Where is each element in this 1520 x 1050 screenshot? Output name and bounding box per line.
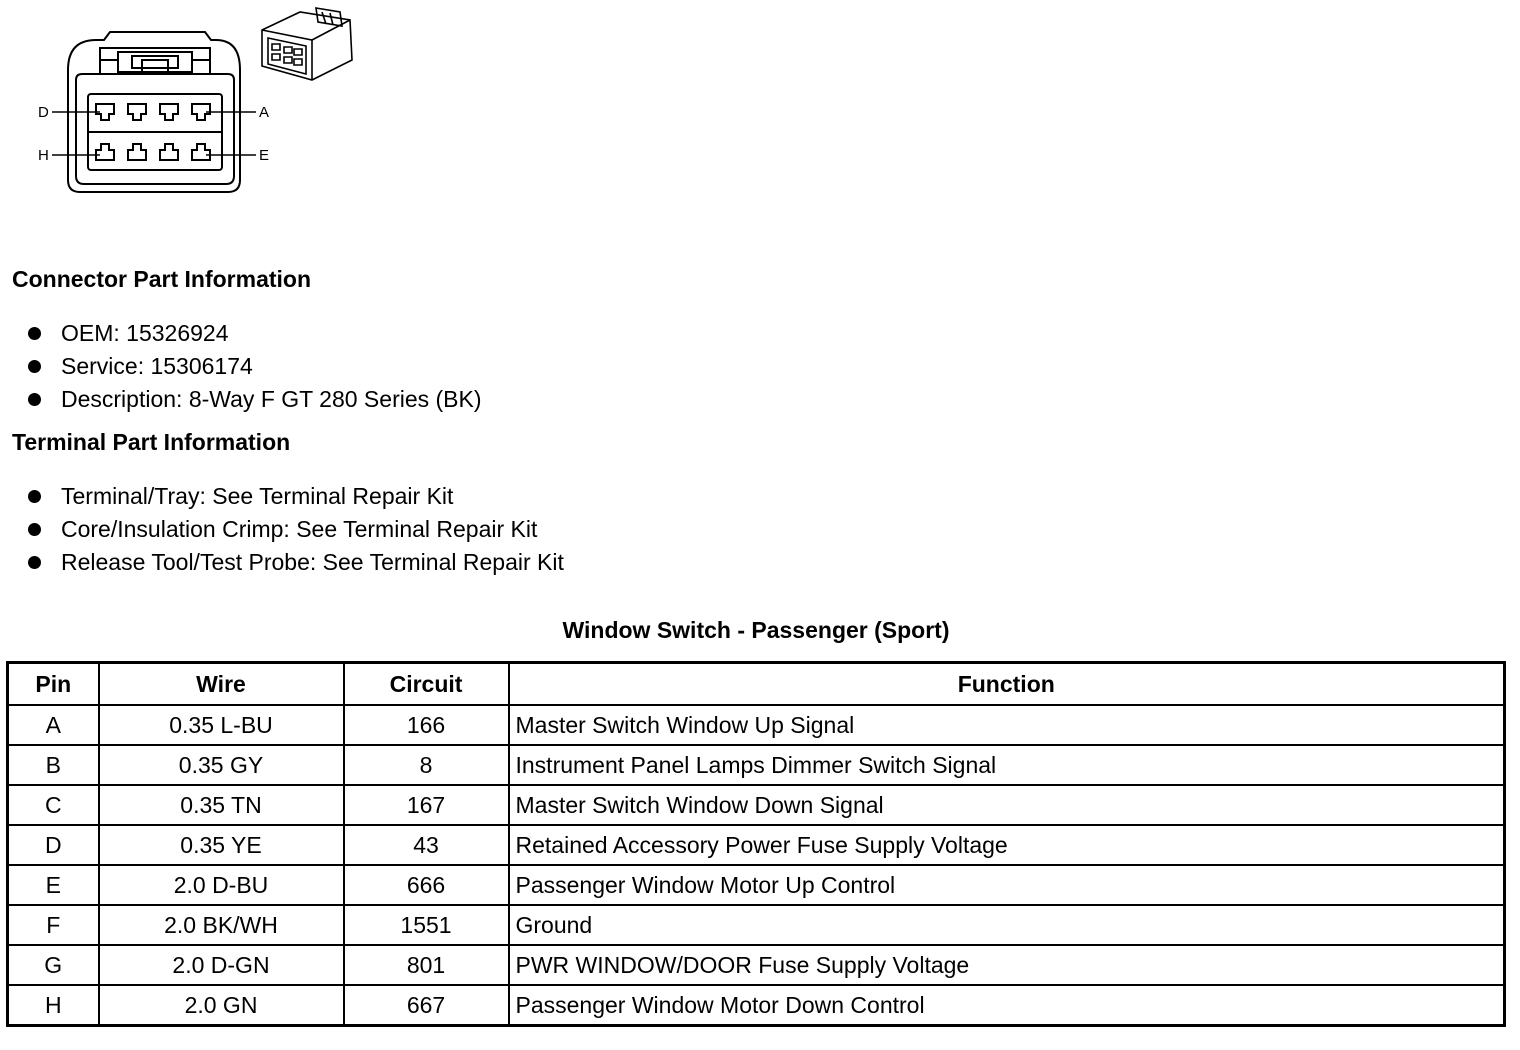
function-cell: PWR WINDOW/DOOR Fuse Supply Voltage: [509, 945, 1505, 985]
pin-cell: E: [8, 865, 99, 905]
function-cell: Ground: [509, 905, 1505, 945]
table-row: [8, 745, 1505, 785]
header-pin: Pin: [8, 663, 99, 706]
list-item: Description: 8-Way F GT 280 Series (BK): [28, 383, 482, 416]
pin-cell: D: [8, 825, 99, 865]
function-cell: Passenger Window Motor Up Control: [509, 865, 1505, 905]
function-cell: Master Switch Window Down Signal: [509, 785, 1505, 825]
pin-label-h: H: [38, 147, 49, 164]
pin-cell: B: [8, 745, 99, 785]
wire-cell: 0.35 YE: [99, 825, 344, 865]
circuit-cell: 166: [344, 705, 509, 745]
list-item: Core/Insulation Crimp: See Terminal Repair Kit: [28, 513, 564, 546]
wire-cell: 2.0 GN: [99, 985, 344, 1026]
terminal-part-info-list: [28, 480, 564, 579]
function-cell: Passenger Window Motor Down Control: [509, 985, 1505, 1026]
table-row: [8, 705, 1505, 745]
wire-cell: 2.0 D-GN: [99, 945, 344, 985]
function-cell: Retained Accessory Power Fuse Supply Voltage: [509, 825, 1505, 865]
circuit-cell: 667: [344, 985, 509, 1026]
bullet-icon: [28, 393, 41, 406]
circuit-cell: 43: [344, 825, 509, 865]
pin-label-d: D: [38, 104, 49, 121]
header-function: Function: [509, 663, 1505, 706]
pin-label-a: A: [259, 104, 270, 121]
list-item: Release Tool/Test Probe: See Terminal Repair Kit: [28, 546, 564, 579]
circuit-cell: 666: [344, 865, 509, 905]
bullet-icon: [28, 490, 41, 503]
header-wire: Wire: [99, 663, 344, 706]
circuit-cell: 1551: [344, 905, 509, 945]
pin-label-e: E: [259, 147, 270, 164]
connector-face-diagram: [0, 0, 380, 210]
table-row: [8, 865, 1505, 905]
list-item: Terminal/Tray: See Terminal Repair Kit: [28, 480, 564, 513]
pin-cell: A: [8, 705, 99, 745]
pin-cell: G: [8, 945, 99, 985]
circuit-cell: 8: [344, 745, 509, 785]
pin-cell: H: [8, 985, 99, 1026]
function-cell: Master Switch Window Up Signal: [509, 705, 1505, 745]
table-row: [8, 825, 1505, 865]
list-item: Service: 15306174: [28, 350, 482, 383]
wire-cell: 2.0 D-BU: [99, 865, 344, 905]
function-cell: Instrument Panel Lamps Dimmer Switch Signal: [509, 745, 1505, 785]
table-row: [8, 985, 1505, 1026]
table-title: Window Switch - Passenger (Sport): [562, 617, 950, 643]
header-circuit: Circuit: [344, 663, 509, 706]
connector-part-info-list: [28, 317, 482, 416]
wire-cell: 2.0 BK/WH: [99, 905, 344, 945]
table-header-row: [8, 663, 1505, 706]
connector-part-info-heading: Connector Part Information: [12, 266, 312, 292]
list-item: OEM: 15326924: [28, 317, 482, 350]
pinout-table: [6, 661, 1506, 1027]
terminal-part-info-heading: Terminal Part Information: [12, 429, 291, 455]
wire-cell: 0.35 GY: [99, 745, 344, 785]
bullet-icon: [28, 360, 41, 373]
pin-cell: F: [8, 905, 99, 945]
connector-isometric-view: [262, 8, 352, 80]
circuit-cell: 801: [344, 945, 509, 985]
wire-cell: 0.35 TN: [99, 785, 344, 825]
table-row: [8, 945, 1505, 985]
circuit-cell: 167: [344, 785, 509, 825]
table-row: [8, 905, 1505, 945]
table-row: [8, 785, 1505, 825]
wire-cell: 0.35 L-BU: [99, 705, 344, 745]
bullet-icon: [28, 556, 41, 569]
bullet-icon: [28, 523, 41, 536]
bullet-icon: [28, 327, 41, 340]
pin-cell: C: [8, 785, 99, 825]
